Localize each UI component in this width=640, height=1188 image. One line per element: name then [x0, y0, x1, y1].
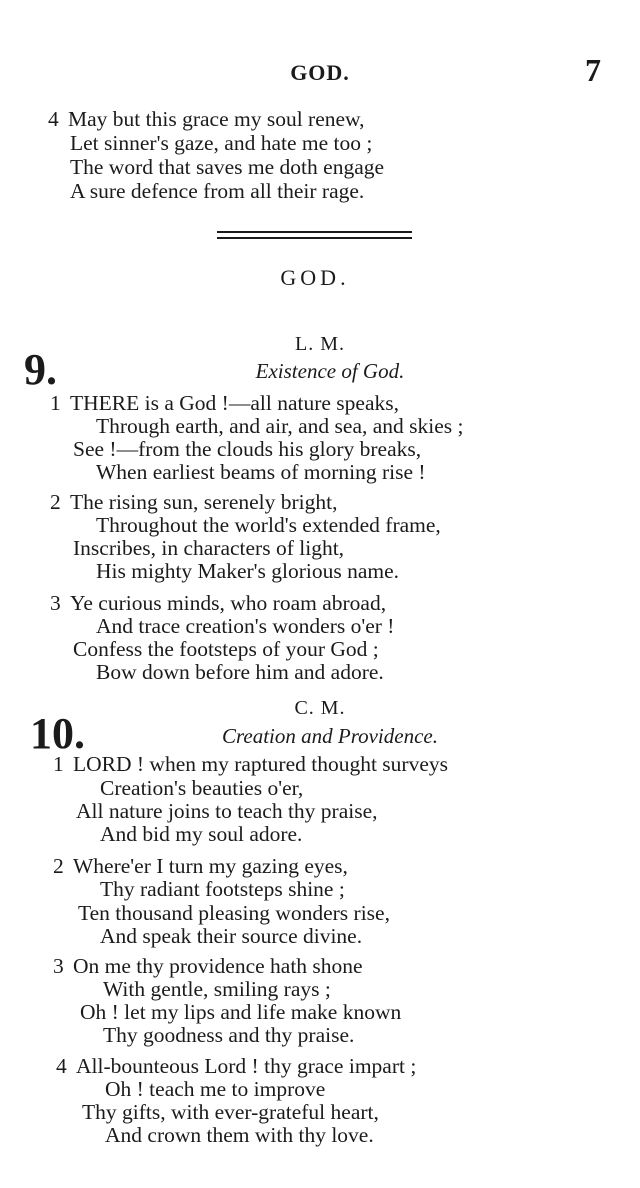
hymn-10-verse-4-line-1: 4 All-bounteous Lord ! thy grace impart ;	[56, 1054, 417, 1078]
hymn-10-verse-2-line-2: Thy radiant footsteps shine ;	[100, 877, 345, 901]
hymn-10-meter: C. M.	[294, 697, 346, 719]
hymn-9-verse-1-line-3: See !—from the clouds his glory breaks,	[73, 437, 422, 461]
hymn-10-verse-1-line-4: And bid my soul adore.	[100, 822, 303, 846]
hymn-9-verse-3-line-1: 3 Ye curious minds, who roam abroad,	[50, 591, 387, 615]
verse-number: 3	[50, 591, 61, 615]
carryover-verse-line-2: Let sinner's gaze, and hate me too ;	[70, 131, 373, 155]
hymn-9-verse-1-line-2: Through earth, and air, and sea, and skies ;	[96, 414, 464, 438]
hymn-10-verse-4-line-4: And crown them with thy love.	[105, 1123, 374, 1147]
hymn-10-verse-2-line-3: Ten thousand pleasing wonders rise,	[78, 901, 390, 925]
carryover-verse-line-1: 4 May but this grace my soul renew,	[48, 107, 365, 131]
verse-number: 4	[56, 1054, 67, 1078]
hymn-9-verse-2-line-4: His mighty Maker's glorious name.	[96, 559, 400, 583]
hymn-10-verse-1-line-3: All nature joins to teach thy praise,	[76, 799, 378, 823]
verse-number: 3	[53, 954, 64, 978]
hymn-10-title: Creation and Providence.	[222, 724, 438, 748]
hymn-9-verse-3-line-4: Bow down before him and adore.	[96, 660, 384, 684]
hymn-9-title: Existence of God.	[255, 359, 405, 383]
hymn-9-number: 9.	[24, 345, 57, 394]
hymn-9-verse-2-line-2: Throughout the world's extended frame,	[96, 513, 441, 537]
section-divider-top	[217, 231, 412, 233]
verse-number: 2	[50, 490, 61, 514]
verse-number: 1	[53, 752, 64, 776]
verse-number: 2	[53, 854, 64, 878]
verse-number: 4	[48, 107, 59, 131]
hymn-10-number: 10.	[30, 709, 85, 758]
hymn-10-verse-2-line-4: And speak their source divine.	[100, 924, 363, 948]
verse-number: 1	[50, 391, 61, 415]
page-number: 7	[585, 52, 601, 88]
carryover-verse-line-4: A sure defence from all their rage.	[70, 179, 365, 203]
hymn-10-verse-4-line-2: Oh ! teach me to improve	[105, 1077, 326, 1101]
hymn-9-verse-3-line-2: And trace creation's wonders o'er !	[96, 614, 395, 638]
hymn-10-verse-4-line-3: Thy gifts, with ever-grateful heart,	[82, 1100, 379, 1124]
hymn-9-verse-2-line-1: 2 The rising sun, serenely bright,	[50, 490, 338, 514]
hymn-10-verse-1-line-1: 1 LORD ! when my raptured thought surveys	[53, 752, 448, 776]
hymn-10-verse-3-line-3: Oh ! let my lips and life make known	[80, 1000, 402, 1024]
hymn-10-verse-3-line-4: Thy goodness and thy praise.	[103, 1023, 355, 1047]
hymn-10-verse-2-line-1: 2 Where'er I turn my gazing eyes,	[53, 854, 348, 878]
hymn-9-verse-1-line-4: When earliest beams of morning rise !	[96, 460, 426, 484]
section-divider-bottom	[217, 237, 412, 239]
hymn-9-verse-3-line-3: Confess the footsteps of your God ;	[73, 637, 379, 661]
carryover-verse-line-3: The word that saves me doth engage	[70, 155, 385, 179]
hymn-10-verse-3-line-2: With gentle, smiling rays ;	[103, 977, 331, 1001]
hymn-9-verse-2-line-3: Inscribes, in characters of light,	[73, 536, 345, 560]
section-title: GOD.	[280, 265, 350, 290]
running-head: GOD.	[290, 60, 350, 85]
hymn-10-verse-3-line-1: 3 On me thy providence hath shone	[53, 954, 363, 978]
hymn-10-verse-1-line-2: Creation's beauties o'er,	[100, 776, 304, 800]
hymn-9-meter: L. M.	[295, 333, 345, 355]
hymn-9-verse-1-line-1: 1 THERE is a God !—all nature speaks,	[50, 391, 399, 415]
